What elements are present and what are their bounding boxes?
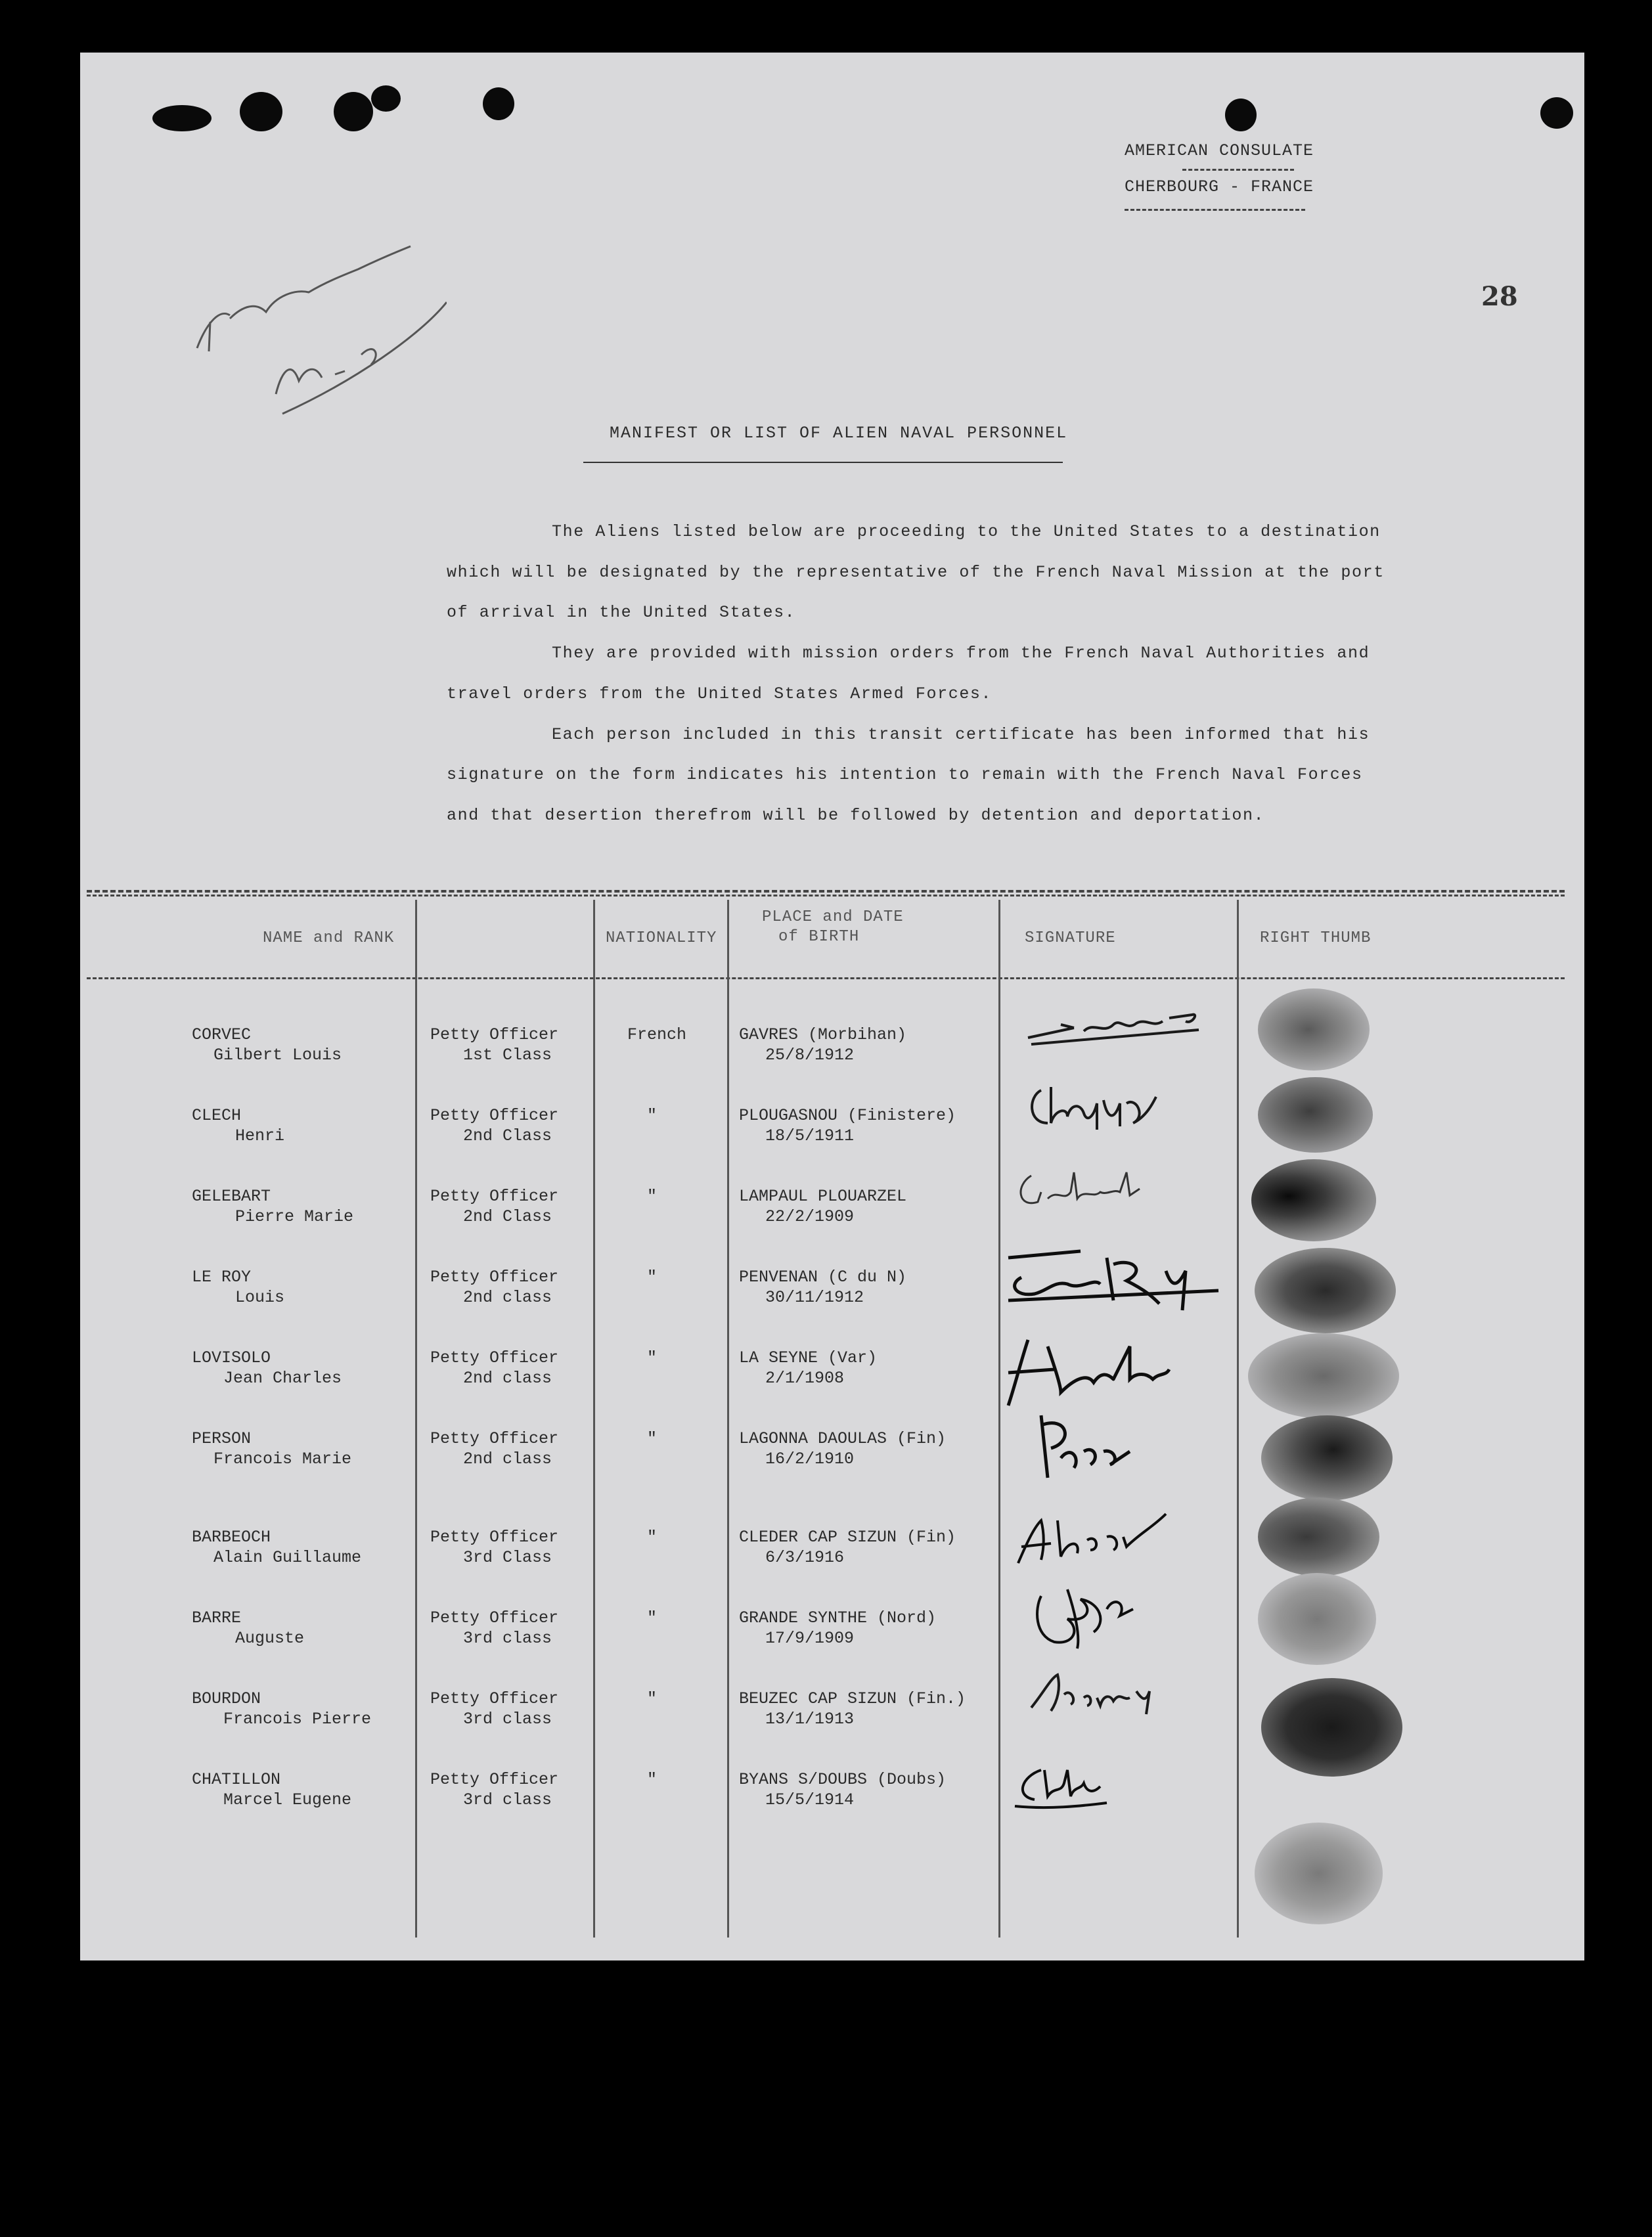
row-nationality: ": [647, 1770, 658, 1789]
document-title: MANIFEST OR LIST OF ALIEN NAVAL PERSONNEL: [610, 424, 1068, 443]
row-rank: Petty Officer: [430, 1770, 559, 1789]
row-rank-class: 3rd class: [463, 1629, 552, 1648]
header-birth-line2: of BIRTH: [778, 928, 860, 946]
handwritten-note: [184, 184, 447, 433]
row-surname: BOURDON: [192, 1689, 261, 1708]
row-rank-class: 2nd Class: [463, 1207, 552, 1226]
page-number: 28: [1481, 281, 1518, 312]
row-surname: GELEBART: [192, 1187, 271, 1206]
column-divider: [415, 900, 417, 1938]
row-nationality: ": [647, 1106, 658, 1125]
row-rank-class: 1st Class: [463, 1046, 552, 1065]
row-nationality: French: [627, 1025, 687, 1044]
row-nationality: ": [647, 1528, 658, 1547]
column-divider: [1237, 900, 1239, 1938]
row-birth-date: 2/1/1908: [765, 1369, 845, 1388]
row-rank: Petty Officer: [430, 1689, 559, 1708]
row-surname: PERSON: [192, 1429, 252, 1448]
row-rank: Petty Officer: [430, 1025, 559, 1044]
row-given-name: Louis: [235, 1288, 285, 1307]
row-birth-place: GRANDE SYNTHE (Nord): [739, 1608, 937, 1628]
signature-clech: [1021, 1077, 1166, 1136]
header-signature: SIGNATURE: [1025, 929, 1116, 947]
header-nationality: NATIONALITY: [606, 929, 717, 947]
paragraph-2-line-2: travel orders from the United States Armed Forces.: [447, 684, 993, 703]
divider: [1182, 169, 1294, 171]
row-nationality: ": [647, 1429, 658, 1448]
thumbprint: [1255, 1823, 1383, 1924]
row-surname: LOVISOLO: [192, 1348, 271, 1367]
letterhead-line1: AMERICAN CONSULATE: [1125, 141, 1314, 160]
row-birth-date: 30/11/1912: [765, 1288, 864, 1307]
row-birth-place: LAGONNA DAOULAS (Fin): [739, 1429, 947, 1448]
row-surname: CHATILLON: [192, 1770, 281, 1789]
header-right-thumb: RIGHT THUMB: [1260, 929, 1372, 947]
signature-barre: [1021, 1583, 1153, 1655]
column-divider: [727, 900, 729, 1938]
row-birth-date: 18/5/1911: [765, 1126, 855, 1145]
letterhead-line2: CHERBOURG - FRANCE: [1125, 177, 1314, 196]
thumbprint: [1248, 1333, 1399, 1419]
divider: [1125, 209, 1305, 211]
row-nationality: ": [647, 1268, 658, 1287]
row-birth-date: 16/2/1910: [765, 1450, 855, 1469]
signature-lovisolo: [995, 1333, 1179, 1412]
thumbprint: [1258, 1497, 1379, 1576]
row-birth-place: BYANS S/DOUBS (Doubs): [739, 1770, 947, 1789]
paragraph-3-line-2: signature on the form indicates his intention to remain with the French Naval Forces: [447, 765, 1363, 784]
row-birth-date: 22/2/1909: [765, 1207, 855, 1226]
row-rank-class: 2nd Class: [463, 1126, 552, 1145]
row-nationality: ": [647, 1187, 658, 1206]
punch-hole: [240, 92, 282, 131]
row-rank: Petty Officer: [430, 1187, 559, 1206]
row-given-name: Alain Guillaume: [213, 1548, 362, 1567]
row-surname: LE ROY: [192, 1268, 252, 1287]
row-birth-date: 13/1/1913: [765, 1710, 855, 1729]
thumbprint: [1258, 988, 1370, 1071]
row-given-name: Pierre Marie: [235, 1207, 354, 1226]
row-surname: BARRE: [192, 1608, 242, 1628]
row-birth-place: PENVENAN (C du N): [739, 1268, 907, 1287]
row-rank-class: 2nd class: [463, 1369, 552, 1388]
punch-hole: [483, 87, 514, 120]
row-birth-date: 6/3/1916: [765, 1548, 845, 1567]
row-given-name: Francois Pierre: [223, 1710, 372, 1729]
thumbprint: [1251, 1159, 1376, 1241]
row-rank: Petty Officer: [430, 1608, 559, 1628]
row-rank-class: 3rd class: [463, 1790, 552, 1809]
row-nationality: ": [647, 1689, 658, 1708]
row-rank-class: 3rd Class: [463, 1548, 552, 1567]
table-top-rule: [87, 890, 1565, 893]
signature-le-roy: [995, 1245, 1232, 1317]
row-surname: CLECH: [192, 1106, 242, 1125]
column-divider: [998, 900, 1000, 1938]
punch-hole: [152, 105, 212, 131]
row-rank-class: 2nd class: [463, 1450, 552, 1469]
row-birth-place: BEUZEC CAP SIZUN (Fin.): [739, 1689, 966, 1708]
paragraph-2-line-1: They are provided with mission orders from the French Naval Authorities and: [552, 644, 1370, 663]
signature-bourdon: [1025, 1665, 1169, 1717]
paragraph-1-line-2: which will be designated by the representative of the French Naval Mission at the port: [447, 563, 1385, 582]
row-rank-class: 2nd class: [463, 1288, 552, 1307]
thumbprint: [1261, 1415, 1393, 1501]
row-birth-place: LA SEYNE (Var): [739, 1348, 878, 1367]
signature-chatillon: [1008, 1757, 1140, 1816]
row-rank: Petty Officer: [430, 1268, 559, 1287]
row-birth-place: CLEDER CAP SIZUN (Fin): [739, 1528, 956, 1547]
row-given-name: Jean Charles: [223, 1369, 342, 1388]
row-rank: Petty Officer: [430, 1528, 559, 1547]
row-given-name: Auguste: [235, 1629, 305, 1648]
paragraph-1-line-1: The Aliens listed below are proceeding to the United States to a destination: [552, 522, 1381, 541]
row-birth-place: GAVRES (Morbihan): [739, 1025, 907, 1044]
row-birth-place: LAMPAUL PLOUARZEL: [739, 1187, 907, 1206]
signature-person: [1021, 1412, 1153, 1484]
row-surname: CORVEC: [192, 1025, 252, 1044]
row-given-name: Gilbert Louis: [213, 1046, 342, 1065]
row-rank: Petty Officer: [430, 1429, 559, 1448]
punch-hole: [1540, 97, 1573, 129]
signature-corvec: [1021, 998, 1218, 1051]
title-underline: [583, 462, 1063, 463]
thumbprint: [1258, 1573, 1376, 1665]
row-given-name: Henri: [235, 1126, 285, 1145]
paragraph-3-line-1: Each person included in this transit certificate has been informed that his: [552, 725, 1370, 744]
punch-hole: [371, 85, 401, 112]
paragraph-1-line-3: of arrival in the United States.: [447, 603, 796, 622]
header-name-rank: NAME and RANK: [263, 929, 395, 947]
row-surname: BARBEOCH: [192, 1528, 271, 1547]
row-birth-date: 15/5/1914: [765, 1790, 855, 1809]
signature-gelebart: [1012, 1163, 1156, 1215]
header-birth-line1: PLACE and DATE: [762, 908, 904, 926]
column-divider: [593, 900, 595, 1938]
row-rank: Petty Officer: [430, 1106, 559, 1125]
thumbprint: [1261, 1678, 1402, 1777]
row-birth-place: PLOUGASNOU (Finistere): [739, 1106, 956, 1125]
row-birth-date: 25/8/1912: [765, 1046, 855, 1065]
punch-hole: [1225, 99, 1257, 131]
table-header-rule: [87, 977, 1565, 979]
row-nationality: ": [647, 1348, 658, 1367]
row-rank-class: 3rd class: [463, 1710, 552, 1729]
thumbprint: [1255, 1248, 1396, 1333]
table-top-rule-2: [87, 895, 1565, 897]
thumbprint: [1258, 1077, 1373, 1153]
row-given-name: Francois Marie: [213, 1450, 352, 1469]
row-rank: Petty Officer: [430, 1348, 559, 1367]
row-nationality: ": [647, 1608, 658, 1628]
row-birth-date: 17/9/1909: [765, 1629, 855, 1648]
paragraph-3-line-3: and that desertion therefrom will be followed by detention and deportation.: [447, 806, 1265, 825]
punch-hole: [334, 92, 373, 131]
row-given-name: Marcel Eugene: [223, 1790, 352, 1809]
signature-barbeoch: [1008, 1501, 1179, 1573]
